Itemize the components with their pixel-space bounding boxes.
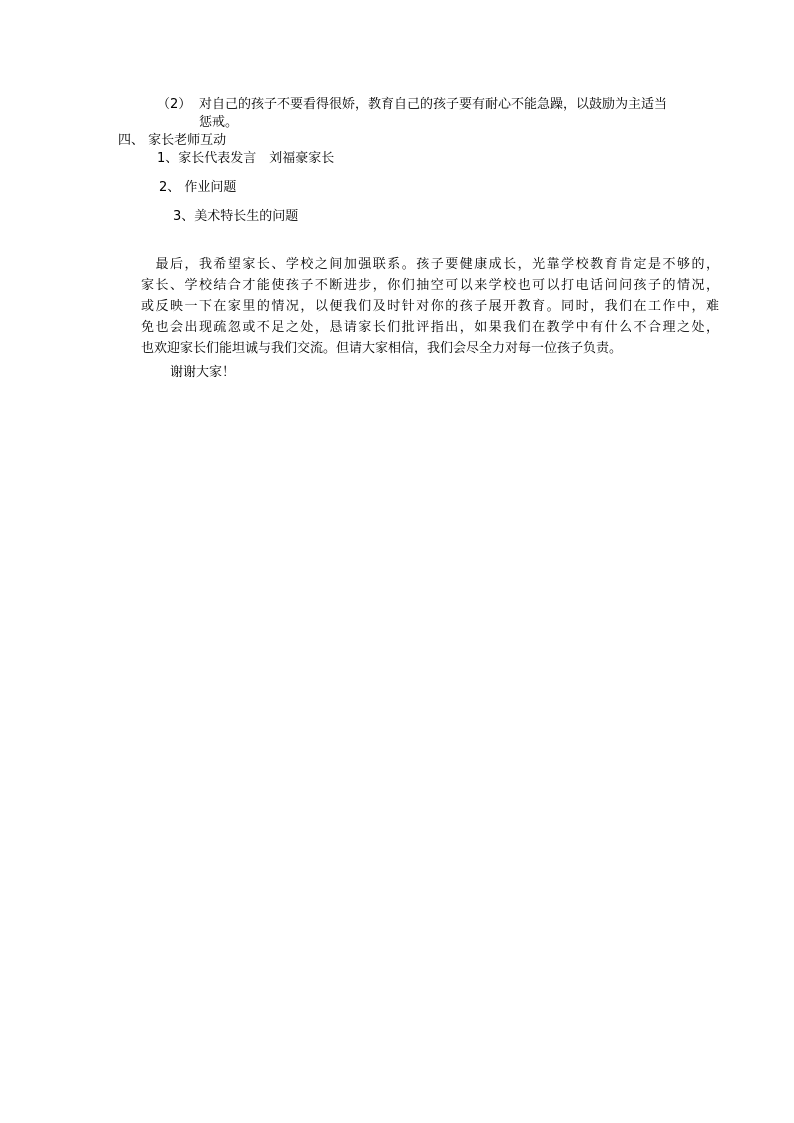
paragraph-line: 家长、学校结合才能使孩子不断进步，你们抽空可以来学校也可以打电话问问孩子的情况，	[141, 278, 719, 293]
item-2-marker: （2）	[157, 97, 192, 112]
item-2-line-2: 惩戒。	[199, 115, 239, 130]
item-2-line-1: 对自己的孩子不要看得很娇，教育自己的孩子要有耐心不能急躁，以鼓励为主适当	[199, 97, 668, 112]
paragraph-line: 最后，我希望家长、学校之间加强联系。孩子要健康成长，光靠学校教育肯定是不够的，	[141, 257, 719, 272]
section-4-item-2: 2、 作业问题	[159, 180, 237, 195]
closing-paragraph	[141, 254, 719, 359]
section-4-heading: 四、 家长老师互动	[118, 133, 227, 148]
paragraph-line: 也欢迎家长们能坦诚与我们交流。但请大家相信，我们会尽全力对每一位孩子负责。	[141, 341, 623, 356]
paragraph-line: 免也会出现疏忽或不足之处，恳请家长们批评指出，如果我们在教学中有什么不合理之处，	[141, 320, 719, 335]
paragraph-line: 或反映一下在家里的情况，以便我们及时针对你的孩子展开教育。同时，我们在工作中，难	[141, 299, 719, 314]
thanks-text: 谢谢大家！	[170, 365, 236, 380]
section-4-item-1: 1、家长代表发言 刘福豪家长	[157, 151, 335, 166]
section-4-item-3: 3、美术特长生的问题	[173, 209, 299, 224]
